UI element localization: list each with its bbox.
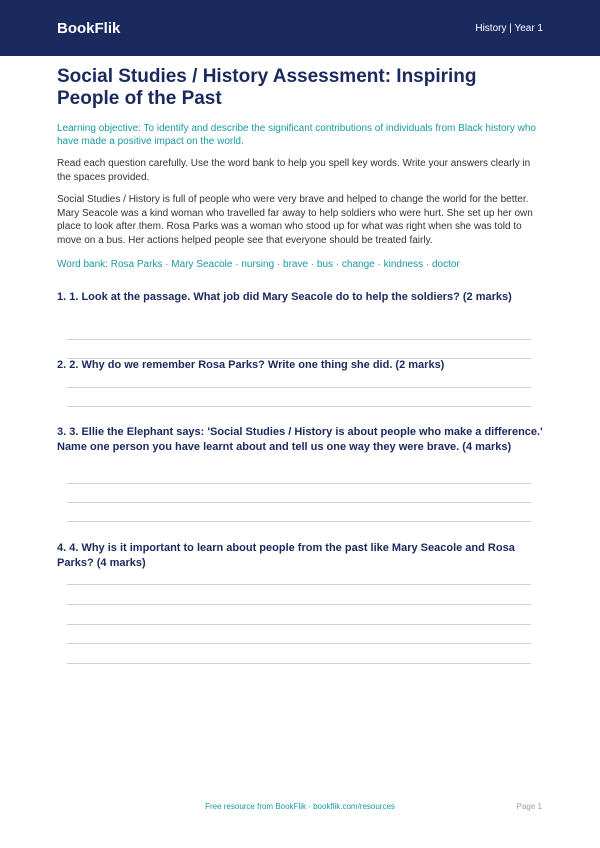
answer-line[interactable]	[67, 604, 531, 605]
page-title: Social Studies / History Assessment: Inspiring People of the Past	[57, 66, 477, 109]
answer-line[interactable]	[67, 387, 531, 388]
breadcrumb: History | Year 1	[475, 22, 543, 34]
answer-line[interactable]	[67, 406, 531, 407]
learning-objective: Learning objective: To identify and describe the significant contributions of individuals from Black history who have made a positive impact on the world.	[57, 123, 536, 147]
answer-line[interactable]	[67, 663, 531, 664]
footer-link[interactable]: Free resource from BookFlik · bookflik.com/resources	[205, 802, 395, 811]
question-4: 4. 4. Why is it important to learn about people from the past like Mary Seacole and Rosa Parks? (4 marks)	[57, 542, 515, 569]
answer-line[interactable]	[67, 483, 531, 484]
brand-logo[interactable]: BookFlik	[57, 19, 121, 37]
title-block	[57, 66, 543, 110]
question-1: 1. 1. Look at the passage. What job did Mary Seacole do to help the soldiers? (2 marks)	[57, 291, 512, 303]
answer-line[interactable]	[67, 339, 531, 340]
question-3: 3. 3. Ellie the Elephant says: 'Social Studies / History is about people who make a difference.' Name one person you have learnt about and tell us one way they were brave. (4 marks)	[57, 426, 543, 453]
answer-line[interactable]	[67, 521, 531, 522]
question-2: 2. 2. Why do we remember Rosa Parks? Write one thing she did. (2 marks)	[57, 359, 445, 371]
page-header	[0, 0, 600, 56]
answer-line[interactable]	[67, 643, 531, 644]
passage: Social Studies / History is full of people who were very brave and helped to change the world for the better. Mary Seacole was a kind woman who travelled far away to help soldiers who were hurt. She set up her own place to look after them. Rosa Parks was a woman who stood up for what was right when she was told to move on a bus. Her actions helped people see that everyone should be treated fairly.	[57, 194, 533, 246]
answer-line[interactable]	[67, 502, 531, 503]
instructions: Read each question carefully. Use the word bank to help you spell key words. Write your answers clearly in the spaces provided.	[57, 158, 531, 183]
page-number: Page 1	[516, 802, 542, 811]
answer-line[interactable]	[67, 584, 531, 585]
word-bank: Word bank: Rosa Parks · Mary Seacole · nursing · brave · bus · change · kindness · doctor	[57, 259, 460, 270]
answer-line[interactable]	[67, 624, 531, 625]
